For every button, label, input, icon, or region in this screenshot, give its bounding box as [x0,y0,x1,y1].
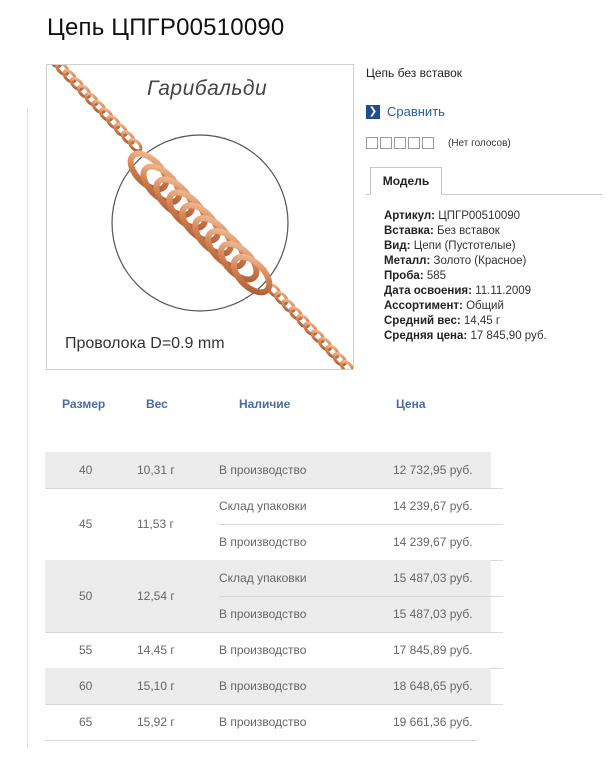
spec-insert: Вставка: Без вставок [384,225,500,237]
arrow-right-icon: ❯ [366,105,380,119]
cell-price: 14 239,67 руб. [393,499,473,513]
votes-count: (Нет голосов) [448,137,511,149]
compare-button[interactable] [366,104,445,119]
star-icon[interactable] [366,137,378,149]
compare-label[interactable]: Сравнить [387,104,445,119]
table-row [45,560,491,632]
chain-link-zoomed [228,251,276,299]
chain-link [120,130,136,146]
row-separator [45,740,477,741]
chain-link [317,336,333,352]
chain-link [84,92,100,108]
chain-link [113,122,129,138]
photo-caption: Гарибальди [147,77,268,100]
chain-link [62,69,78,85]
column-header-weight[interactable]: Вес [146,397,168,411]
spec-date: Дата освоения: 11.11.2009 [384,285,532,297]
product-photo[interactable] [46,64,354,370]
column-header-size[interactable]: Размер [62,397,106,411]
table-row [45,704,503,740]
cell-weight: 14,45 г [137,643,175,657]
star-icon[interactable] [394,137,406,149]
cell-weight: 15,92 г [137,715,175,729]
cell-availability: В производство [219,607,307,621]
cell-size: 55 [79,643,93,657]
cell-price: 19 661,36 руб. [393,715,473,729]
cell-size: 45 [79,517,93,531]
chain-image [47,65,354,370]
table-row [45,452,491,488]
chain-link [288,306,304,322]
chain-link [310,329,326,345]
column-header-price[interactable]: Цена [396,397,426,411]
cell-price: 15 487,03 руб. [393,571,473,585]
cell-price: 17 845,89 руб. [393,643,473,657]
zoom-circle [112,135,288,311]
spec-article: Артикул: ЦПГР00510090 [384,210,521,222]
chain-link [325,344,341,360]
chain-link [76,84,92,100]
cell-availability: В производство [219,463,307,477]
chain-link [339,359,354,370]
spec-metal: Металл: Золото (Красное) [384,255,527,267]
rating [366,137,511,149]
spec-assortment: Ассортимент: Общий [384,300,504,312]
cell-size: 65 [79,715,93,729]
cell-weight: 15,10 г [137,679,175,693]
table-row [45,668,491,704]
cell-size: 60 [79,679,93,693]
chain-link [47,65,63,69]
cell-availability: В производство [219,535,307,549]
insert-label: Цепь без вставок [366,66,463,80]
cell-availability: Склад упаковки [219,571,307,585]
star-icon[interactable] [408,137,420,149]
cell-price: 15 487,03 руб. [393,607,473,621]
table-row [45,488,503,560]
cell-availability: В производство [219,715,307,729]
spec-list [384,209,547,344]
chain-link [303,321,319,337]
cell-price: 14 239,67 руб. [393,535,473,549]
page-title: Цепь ЦПГР00510090 [47,14,285,41]
table-row [45,632,503,668]
chain-link [332,352,348,368]
spec-avg-price: Средняя цена: 17 845,90 руб. [384,330,547,342]
chain-link [295,313,311,329]
cell-price: 18 648,65 руб. [393,679,473,693]
cell-availability: В производство [219,643,307,657]
cell-weight: 12,54 г [137,589,175,603]
chain-link [91,99,107,115]
star-icon[interactable] [380,137,392,149]
photo-wire-label: Проволока D=0.9 mm [65,335,225,352]
spec-fineness: Проба: 585 [384,270,447,282]
chain-link [274,290,290,306]
chain-link [69,76,85,92]
left-divider [27,108,28,748]
spec-type: Вид: Цепи (Пустотелые) [384,240,516,252]
cell-weight: 10,31 г [137,463,175,477]
cell-availability: Склад упаковки [219,499,307,513]
column-header-availability[interactable]: Наличие [239,397,291,411]
cell-weight: 11,53 г [137,517,174,531]
chain-link [128,137,144,153]
chain-link [106,114,122,130]
cell-size: 50 [79,589,93,603]
tab-model[interactable]: Модель [370,167,442,195]
chain-link [281,298,297,314]
chain-link [98,107,114,123]
chain-zoom-links [124,147,275,298]
cell-price: 12 732,95 руб. [393,463,473,477]
star-icon[interactable] [422,137,434,149]
spec-avg-weight: Средний вес: 14,45 г [384,315,501,327]
cell-size: 40 [79,463,93,477]
cell-availability: В производство [219,679,307,693]
